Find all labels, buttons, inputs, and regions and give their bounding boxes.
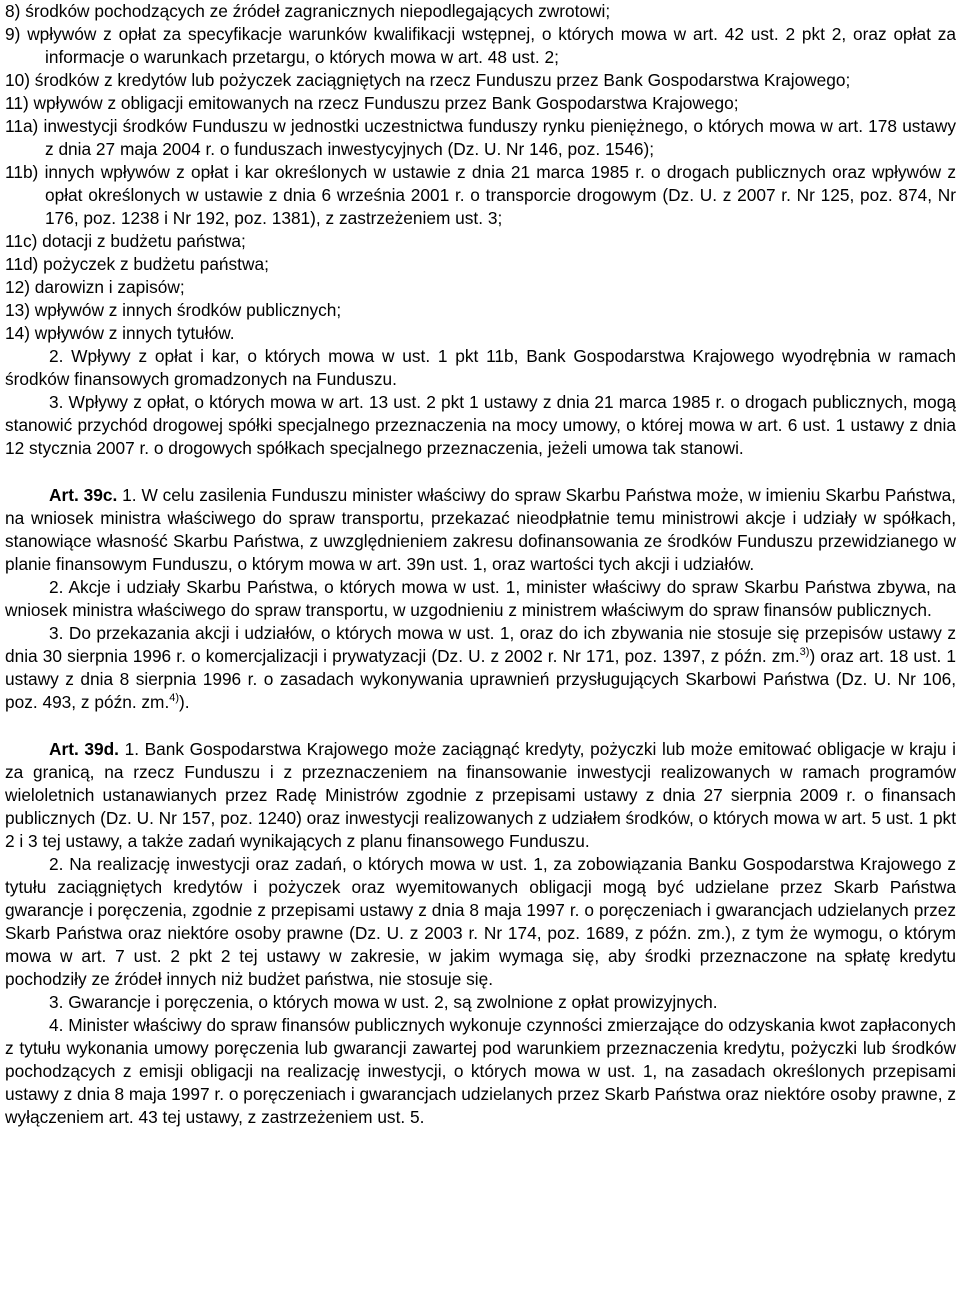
- list-item: [5, 253, 956, 276]
- list-item: [5, 69, 956, 92]
- list-item-number: 8): [5, 1, 21, 21]
- article-39c-text-3a: 3. Do przekazania akcji i udziałów, o których mowa w ust. 1, oraz do ich zbywania nie stosuje się przepisów ustawy z dnia 30 sierpnia 1996 r. o komercjalizacji i prywatyzacji (Dz. U. z 2002 r. Nr 171, poz. 1397, z późn. zm.: [5, 623, 956, 666]
- list-item-number: 14): [5, 323, 30, 343]
- list-item: [5, 161, 956, 230]
- revenue-sources-list: [5, 0, 956, 345]
- article-39c-paragraph-2: 2. Akcje i udziały Skarbu Państwa, o których mowa w ust. 1, minister właściwy do spraw Skarbu Państwa zbywa, na wniosek ministra właściwego do spraw transportu, w uzgodnieniu z ministrem właściwym do spraw finansów publicznych.: [5, 577, 956, 620]
- list-item-text: innych wpływów z opłat i kar określonych w ustawie z dnia 21 marca 1985 r. o drogach publicznych oraz wpływów z opłat określonych w ustawie z dnia 6 września 2001 r. o transporcie drogowym (Dz. U. z 2007 r. Nr 125, poz. 874, Nr 176, poz. 1238 i Nr 192, poz. 1381), z zastrzeżeniem ust. 3;: [44, 162, 957, 228]
- footnote-ref-4: 4): [169, 692, 180, 705]
- article-39d-paragraph-2: 2. Na realizację inwestycji oraz zadań, o których mowa w ust. 1, za zobowiązania Banku Gospodarstwa Krajowego z tytułu zaciągniętych kredytów i pożyczek oraz wyemitowanych obligacji mogą być udzielane przez Skarb Państwa gwarancje i poręczenia, zgodnie z przepisami ustawy z dnia 8 maja 1997 r. o poręczeniach i gwarancjach udzielanych przez Skarb Państwa oraz niektóre osoby prawne (Dz. U. z 2003 r. Nr 174, poz. 1689, z późn. zm.), z tym że wymogu, o którym mowa w art. 7 ust. 2 pkt 2 tej ustawy w zakresie, w jakim wymaga się, aby środki przeznaczone na spłatę kredytu pochodziły ze źródeł innych niż budżet państwa, nie stosuje się.: [5, 854, 956, 989]
- list-item: [5, 115, 956, 161]
- list-item-text: środków z kredytów lub pożyczek zaciągniętych na rzecz Funduszu przez Bank Gospodarstwa Krajowego;: [34, 70, 851, 90]
- section-39b-paragraph-3: 3. Wpływy z opłat, o których mowa w art. 13 ust. 2 pkt 1 ustawy z dnia 21 marca 1985 r. o drogach publicznych, mogą stanowić przychód drogowej spółki specjalnego przeznaczenia na mocy umowy, o której mowa w art. 6 ust. 1 ustawy z dnia 12 stycznia 2007 r. o drogowych spółkach specjalnego przeznaczenia, jeżeli umowa tak stanowi.: [5, 392, 956, 458]
- spacer: [5, 714, 956, 738]
- section-39b-paragraph-2: 2. Wpływy z opłat i kar, o których mowa w ust. 1 pkt 11b, Bank Gospodarstwa Krajowego wyodrębnia w ramach środków finansowych gromadzonych na Funduszu.: [5, 346, 956, 389]
- list-item: [5, 322, 956, 345]
- article-39c-paragraph-3: [5, 622, 956, 714]
- list-item: [5, 276, 956, 299]
- footnote-ref-3: 3): [799, 646, 810, 659]
- article-39d-text-1: 1. Bank Gospodarstwa Krajowego może zaciągnąć kredyty, pożyczki lub może emitować obligacje w kraju i za granicą, na rzecz Funduszu i z przeznaczeniem na finansowanie inwestycji realizowanych w ramach programów wieloletnich ustanawianych przez Radę Ministrów zgodnie z przepisami ustawy z dnia 27 sierpnia 2009 r. o finansach publicznych (Dz. U. Nr 157, poz. 1240) oraz inwestycji realizowanych z udziałem środków, o których mowa w art. 5 ust. 1 pkt 2 i 3 tej ustawy, a także zadań wynikających z planu finansowego Funduszu.: [5, 739, 956, 851]
- list-item-text: wpływów z innych środków publicznych;: [34, 300, 342, 320]
- list-item-text: dotacji z budżetu państwa;: [42, 231, 246, 251]
- list-item: [5, 0, 956, 23]
- list-item-number: 11a): [5, 116, 39, 136]
- list-item-number: 11d): [5, 254, 39, 274]
- list-item-text: środków pochodzących ze źródeł zagranicznych niepodlegających zwrotowi;: [25, 1, 611, 21]
- list-item-number: 10): [5, 70, 30, 90]
- list-item: [5, 23, 956, 69]
- list-item-number: 13): [5, 300, 30, 320]
- list-item: [5, 230, 956, 253]
- list-item-text: pożyczek z budżetu państwa;: [43, 254, 269, 274]
- article-39d-heading: Art. 39d.: [49, 739, 119, 759]
- article-39c-text-3c: ).: [179, 692, 190, 712]
- list-item: [5, 92, 956, 115]
- article-39c-text-1: 1. W celu zasilenia Funduszu minister właściwy do spraw Skarbu Państwa może, w imieniu Skarbu Państwa, na wniosek ministra właściwego do spraw transportu, przekazać nieodpłatnie temu ministrowi akcje i udziały w spółkach, stanowiące własność Skarbu Państwa, z uwzględnieniem zakresu dofinansowania ze środków Funduszu przewidzianego w planie finansowym Funduszu, o którym mowa w art. 39n ust. 1, oraz wartości tych akcji i udziałów.: [5, 485, 956, 574]
- article-39d-paragraph-1: [5, 738, 956, 853]
- article-39c-heading: Art. 39c.: [49, 485, 118, 505]
- list-item-text: darowizn i zapisów;: [34, 277, 185, 297]
- list-item-text: wpływów z obligacji emitowanych na rzecz Funduszu przez Bank Gospodarstwa Krajowego;: [33, 93, 739, 113]
- article-39d-paragraph-3: 3. Gwarancje i poręczenia, o których mowa w ust. 2, są zwolnione z opłat prowizyjnych.: [49, 992, 718, 1012]
- list-item-number: 9): [5, 24, 21, 44]
- list-item-text: inwestycji środków Funduszu w jednostki uczestnictwa funduszy rynku pieniężnego, o których mowa w art. 178 ustawy z dnia 27 maja 2004 r. o funduszach inwestycyjnych (Dz. U. Nr 146, poz. 1546);: [43, 116, 956, 159]
- list-item: [5, 299, 956, 322]
- list-item-number: 12): [5, 277, 30, 297]
- list-item-number: 11): [5, 93, 29, 113]
- list-item-number: 11b): [5, 162, 39, 182]
- article-39d-paragraph-4: 4. Minister właściwy do spraw finansów publicznych wykonuje czynności zmierzające do odzyskania kwot zapłaconych z tytułu wykonania umowy poręczenia lub gwarancji zawartej pod warunkiem przeznaczenia kredytu, pożyczki lub środków pochodzących z emisji obligacji na realizację inwestycji, o których mowa w ust. 1, na zasadach określonych przepisami ustawy z dnia 8 maja 1997 r. o poręczeniach i gwarancjach udzielanych przez Skarb Państwa oraz niektóre osoby prawne, z wyłączeniem art. 43 tej ustawy, z zastrzeżeniem ust. 5.: [5, 1015, 956, 1127]
- list-item-text: wpływów z opłat za specyfikacje warunków kwalifikacji wstępnej, o których mowa w art. 42 ust. 2 pkt 2, oraz opłat za informacje o warunkach przetargu, o których mowa w art. 48 ust. 2;: [27, 24, 956, 67]
- article-39c-paragraph-1: [5, 484, 956, 576]
- list-item-text: wpływów z innych tytułów.: [34, 323, 235, 343]
- list-item-number: 11c): [5, 231, 38, 251]
- spacer: [5, 460, 956, 484]
- article-39c-text-3b: ) oraz art. 18 ust. 1 ustawy z dnia 8 sierpnia 1996 r. o zasadach wykonywania uprawnień przysługujących Skarbowi Państwa (Dz. U. Nr 106, poz. 493, z późn. zm.: [5, 646, 956, 712]
